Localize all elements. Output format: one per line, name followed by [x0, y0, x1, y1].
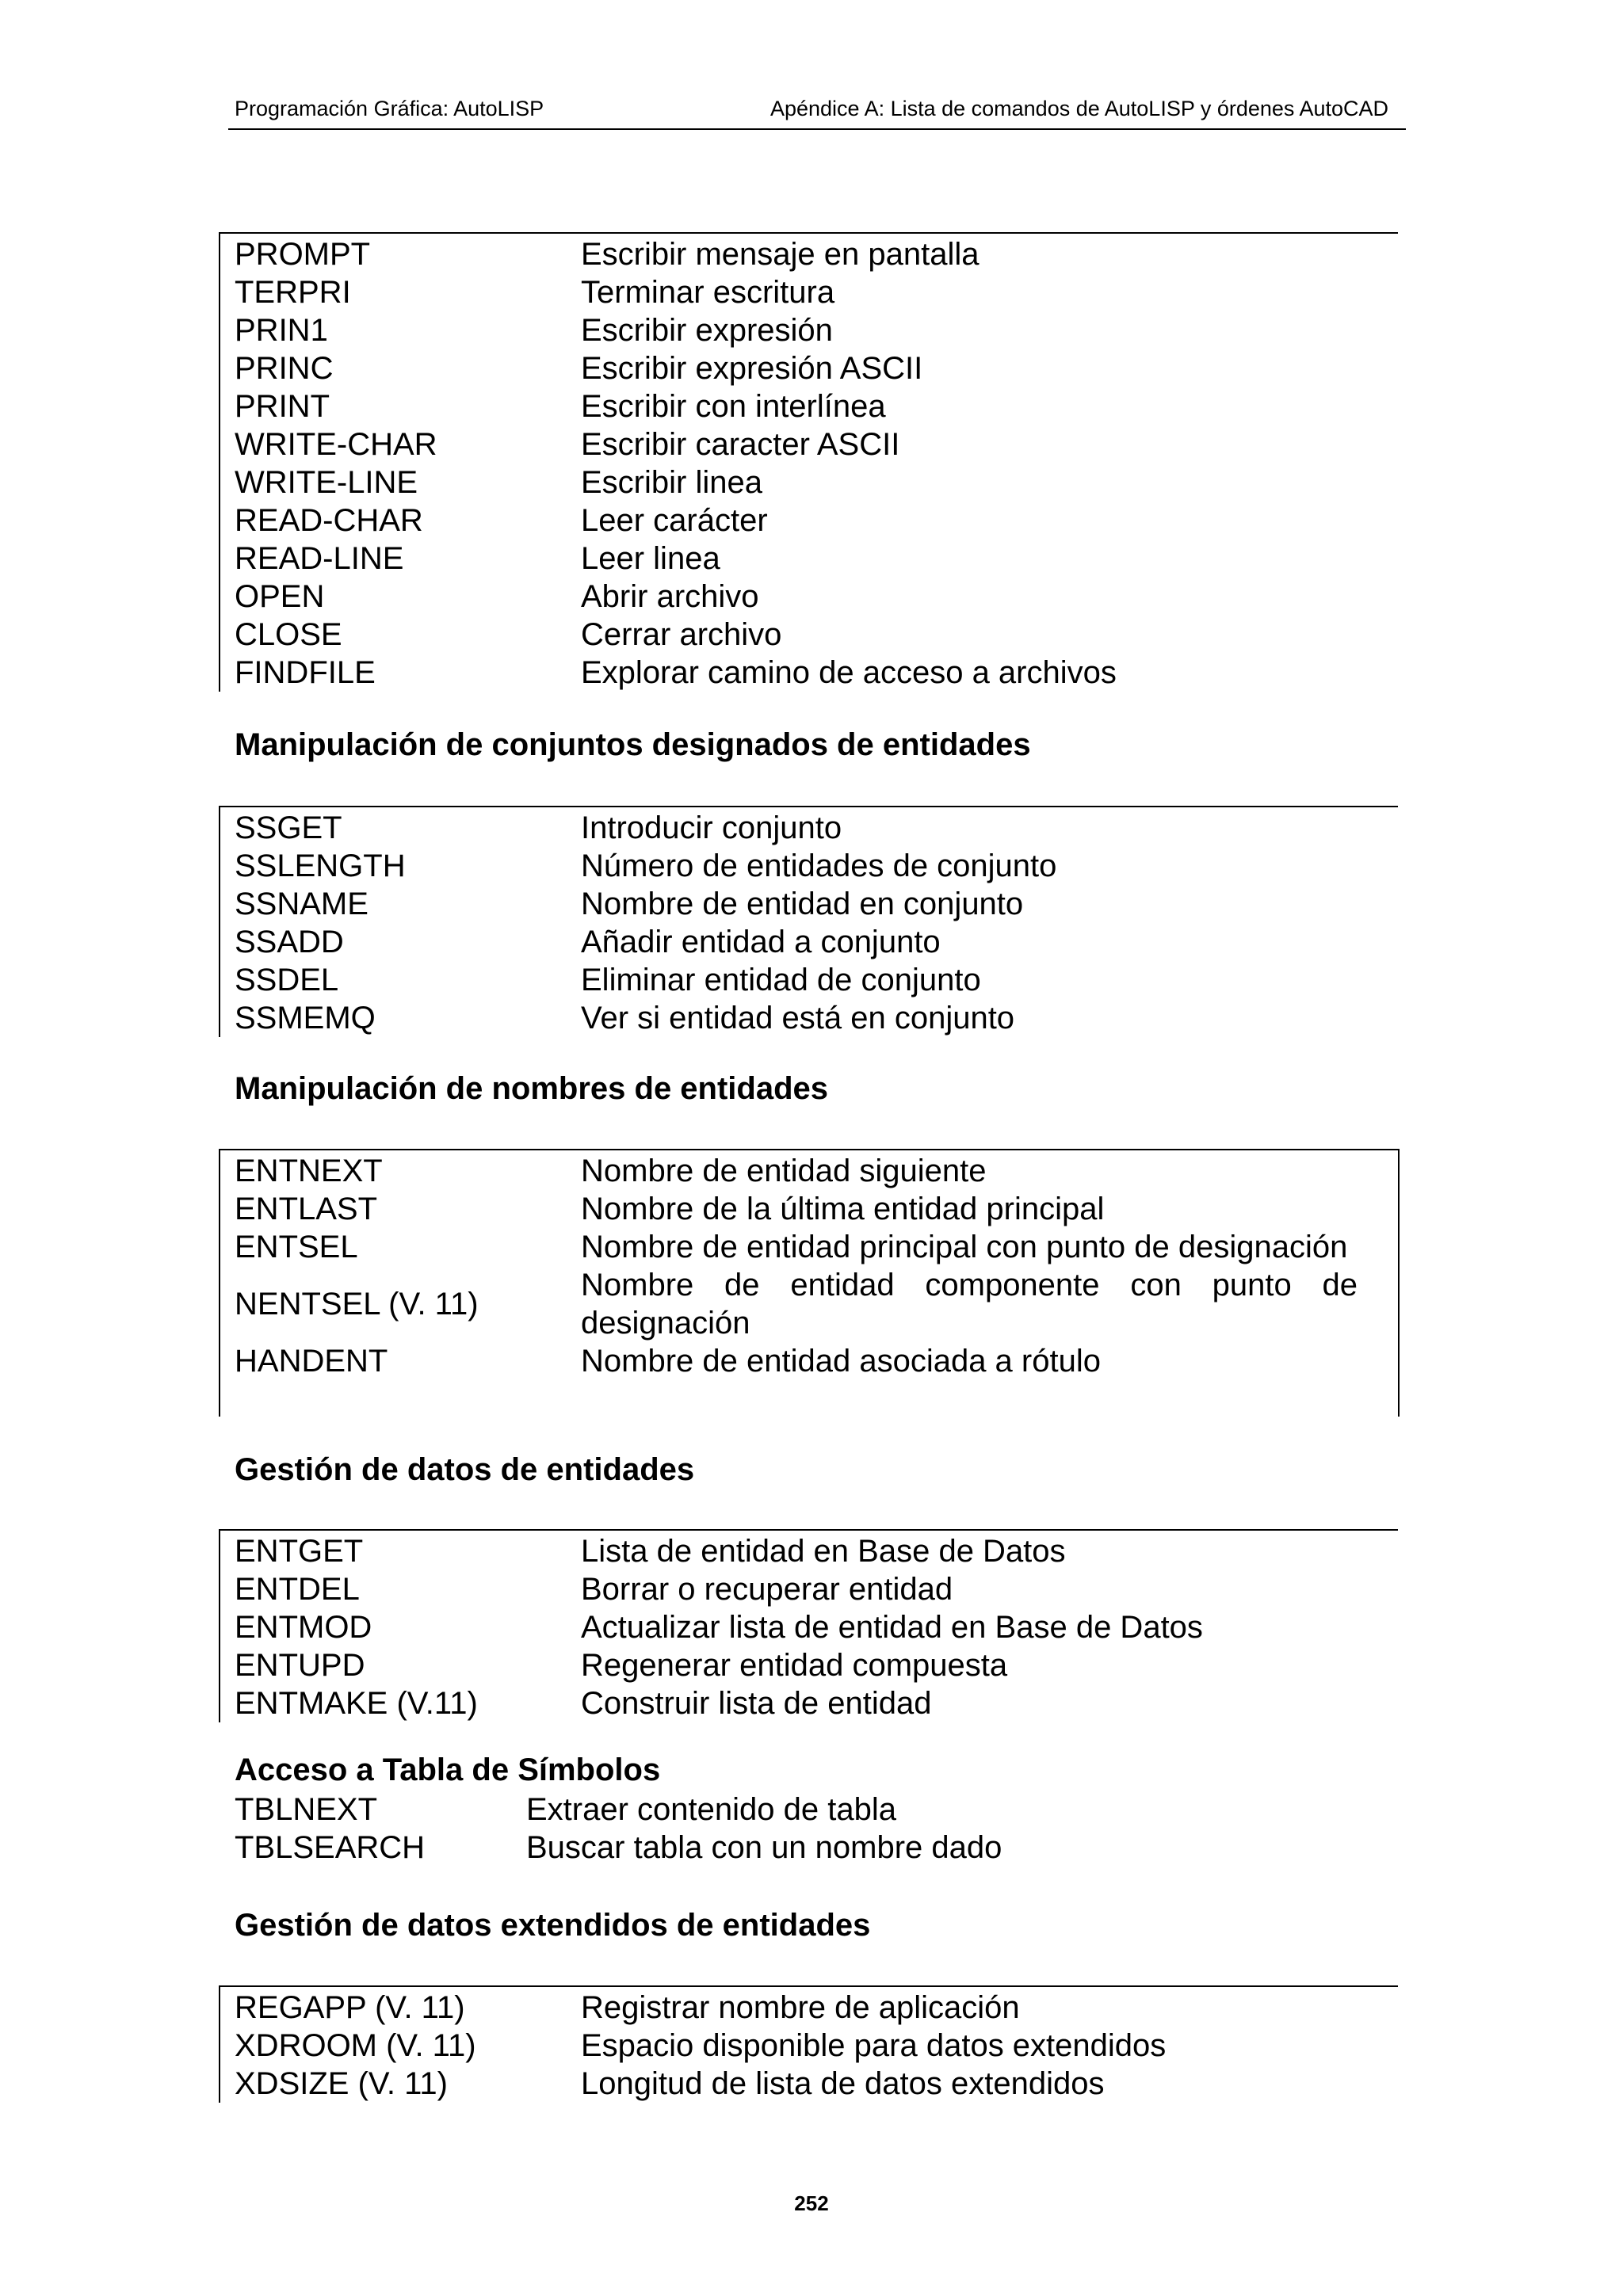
section-heading: Gestión de datos extendidos de entidades: [235, 1908, 871, 1943]
table-row: [220, 1570, 1398, 1608]
table-row: [220, 2027, 1398, 2065]
command-name: SSGET: [235, 810, 342, 845]
command-description: Leer linea: [581, 541, 720, 576]
table-row: [220, 387, 1398, 425]
command-description: Escribir caracter ASCII: [581, 427, 900, 462]
command-name: PRINT: [235, 389, 330, 424]
command-description: Actualizar lista de entidad en Base de Datos: [581, 1610, 1203, 1645]
command-description: Escribir con interlínea: [581, 389, 886, 424]
table-row: [220, 1342, 1398, 1380]
command-description: Longitud de lista de datos extendidos: [581, 2066, 1105, 2101]
command-description: Registrar nombre de aplicación: [581, 1990, 1020, 2025]
command-description: Nombre de entidad siguiente: [581, 1154, 987, 1188]
table-row: [220, 923, 1398, 961]
command-description: Terminar escritura: [581, 275, 835, 310]
command-description: Nombre de entidad principal con punto de designación: [581, 1230, 1348, 1264]
command-name: ENTNEXT: [235, 1154, 383, 1188]
command-description: Cerrar archivo: [581, 617, 782, 652]
command-description: Abrir archivo: [581, 579, 759, 614]
section-heading: Manipulación de nombres de entidades: [235, 1071, 829, 1106]
table-row: [220, 349, 1398, 387]
table-row: [220, 616, 1398, 654]
page-header: [228, 95, 1406, 130]
command-description: Espacio disponible para datos extendidos: [581, 2028, 1167, 2063]
command-name: SSDEL: [235, 963, 339, 997]
command-description: Añadir entidad a conjunto: [581, 925, 941, 959]
command-description: Número de entidades de conjunto: [581, 849, 1057, 883]
command-name: ENTGET: [235, 1534, 364, 1569]
command-description: Extraer contenido de tabla: [526, 1792, 896, 1827]
command-name: SSADD: [235, 925, 344, 959]
command-name: NENTSEL (V. 11): [235, 1287, 479, 1322]
table-row: [220, 1989, 1398, 2027]
table-row: [235, 1791, 1311, 1829]
command-description: Regenerar entidad compuesta: [581, 1648, 1008, 1683]
header-right: Apéndice A: Lista de comandos de AutoLISP y órdenes AutoCAD: [769, 97, 1388, 120]
command-description: Nombre de entidad componente con punto de designación: [581, 1268, 1358, 1341]
section-heading: Gestión de datos de entidades: [235, 1452, 695, 1487]
command-description: Nombre de entidad en conjunto: [581, 887, 1024, 921]
table-row: [220, 1190, 1398, 1228]
command-name: ENTMOD: [235, 1610, 372, 1645]
command-name: SSNAME: [235, 887, 369, 921]
command-name: ENTUPD: [235, 1648, 365, 1683]
command-table-entity-names: [219, 1149, 1400, 1417]
table-row: [220, 1646, 1398, 1684]
command-name: WRITE-LINE: [235, 465, 418, 500]
command-name: TBLNEXT: [235, 1792, 378, 1827]
command-description: Escribir mensaje en pantalla: [581, 237, 980, 272]
command-name: WRITE-CHAR: [235, 427, 437, 462]
command-description: Ver si entidad está en conjunto: [581, 1001, 1015, 1035]
table-row: [220, 1684, 1398, 1722]
command-name: ENTLAST: [235, 1192, 378, 1226]
table-row: [235, 1829, 1311, 1867]
command-description: Eliminar entidad de conjunto: [581, 963, 981, 997]
table-row: [220, 540, 1398, 578]
command-description: Lista de entidad en Base de Datos: [581, 1534, 1066, 1569]
command-table-selection-sets: [219, 806, 1398, 1037]
command-table-extended-data: [219, 1985, 1398, 2103]
command-description: Escribir expresión ASCII: [581, 351, 923, 386]
command-name: CLOSE: [235, 617, 342, 652]
command-name: ENTMAKE (V.11): [235, 1686, 478, 1721]
command-name: FINDFILE: [235, 655, 376, 690]
command-description: Leer carácter: [581, 503, 768, 538]
command-description: Escribir linea: [581, 465, 762, 500]
table-row: [220, 578, 1398, 616]
table-row: [220, 311, 1398, 349]
command-description: Borrar o recuperar entidad: [581, 1572, 953, 1607]
table-row: [220, 425, 1398, 463]
command-name: REGAPP (V. 11): [235, 1990, 465, 2025]
table-row: [220, 502, 1398, 540]
command-description: Introducir conjunto: [581, 810, 842, 845]
table-row: [220, 463, 1398, 502]
table-row: [220, 847, 1398, 885]
command-description: Explorar camino de acceso a archivos: [581, 655, 1117, 690]
command-table-io: [219, 232, 1398, 692]
table-row: [220, 809, 1398, 847]
table-row: [220, 885, 1398, 923]
table-row: [220, 1608, 1398, 1646]
command-list-symbol-table: [235, 1791, 1311, 1867]
command-name: SSLENGTH: [235, 849, 406, 883]
command-name: READ-CHAR: [235, 503, 423, 538]
command-name: ENTSEL: [235, 1230, 358, 1264]
header-left: Programación Gráfica: AutoLISP: [235, 97, 544, 120]
command-name: HANDENT: [235, 1344, 388, 1379]
command-name: XDROOM (V. 11): [235, 2028, 476, 2063]
command-table-entity-data: [219, 1529, 1398, 1722]
table-row: [220, 654, 1398, 692]
command-name: TBLSEARCH: [235, 1830, 426, 1865]
command-name: SSMEMQ: [235, 1001, 376, 1035]
command-name: ENTDEL: [235, 1572, 360, 1607]
table-row: [220, 1266, 1398, 1342]
command-description: Nombre de entidad asociada a rótulo: [581, 1344, 1101, 1379]
table-row: [220, 273, 1398, 311]
table-row: [220, 2065, 1398, 2103]
command-name: PRIN1: [235, 313, 328, 348]
table-row: [220, 961, 1398, 999]
command-name: OPEN: [235, 579, 325, 614]
command-description: Escribir expresión: [581, 313, 833, 348]
table-row: [220, 1532, 1398, 1570]
command-description: Buscar tabla con un nombre dado: [526, 1830, 1002, 1865]
section-heading: Manipulación de conjuntos designados de entidades: [235, 727, 1031, 762]
command-name: XDSIZE (V. 11): [235, 2066, 448, 2101]
table-row: [220, 1152, 1398, 1190]
table-row: [220, 999, 1398, 1037]
command-name: TERPRI: [235, 275, 351, 310]
command-name: PRINC: [235, 351, 334, 386]
command-description: Construir lista de entidad: [581, 1686, 932, 1721]
table-row: [220, 1228, 1398, 1266]
command-name: READ-LINE: [235, 541, 404, 576]
table-row: [220, 235, 1398, 273]
command-description: Nombre de la última entidad principal: [581, 1192, 1105, 1226]
section-heading: Acceso a Tabla de Símbolos: [235, 1753, 661, 1787]
command-name: PROMPT: [235, 237, 371, 272]
page-number: 252: [794, 2191, 829, 2215]
